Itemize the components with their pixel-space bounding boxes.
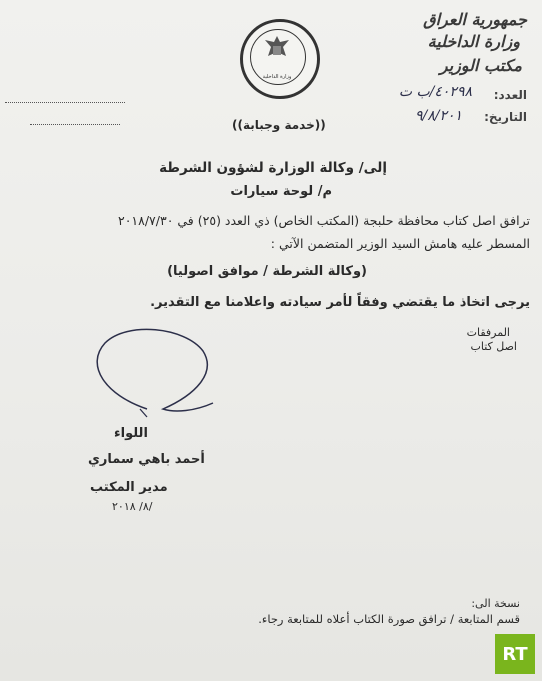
- date-dotline: [30, 124, 120, 125]
- signature-date: /٨/ ٢٠١٨: [112, 500, 153, 513]
- signatory-title: مدير المكتب: [90, 480, 168, 495]
- body-line-2: المسطر عليه هامش السيد الوزير المتضمن الآتي :: [270, 236, 530, 251]
- subject-line: م/ لوحة سيارات: [230, 184, 332, 199]
- signatory-name: أحمد باهي سماري: [88, 452, 205, 467]
- rt-logo-icon: RT: [495, 634, 535, 674]
- seal-caption: وزارة الداخلية: [262, 74, 292, 80]
- header-ministry: وزارة الداخلية: [427, 32, 520, 51]
- eagle-emblem-icon: [262, 34, 292, 64]
- copy-line: قسم المتابعة / ترافق صورة الكتاب أعلاه للمتابعة رجاء.: [258, 612, 520, 626]
- date-value: ٩/٨/٢٠١: [414, 108, 462, 124]
- number-label: العدد:: [493, 88, 527, 102]
- attachments-label: المرفقات: [466, 326, 510, 339]
- header-office: مكتب الوزير: [439, 56, 522, 75]
- number-dotline: [5, 102, 125, 103]
- minister-quote: (وكالة الشرطة / موافق اصوليا): [167, 264, 367, 279]
- date-label: التاريخ:: [484, 110, 527, 124]
- ministry-seal: [240, 19, 320, 99]
- signatory-rank: اللواء: [114, 426, 148, 441]
- body-line-1: ترافق اصل كتاب محافظة حلبجة (المكتب الخاص) ذي العدد (٢٥) في ٢٠١٨/٧/٣٠: [117, 213, 530, 228]
- copy-label: نسخة الى:: [471, 597, 520, 610]
- addressee: إلى/ وكالة الوزارة لشؤون الشرطة: [159, 160, 387, 176]
- number-value: ٤٠٢٩٨/ب ت: [398, 84, 472, 100]
- classification: ((خدمة وجبابة)): [232, 118, 326, 132]
- request-line: يرجى اتخاذ ما يقتضي وفقاً لأمر سيادته واعلامنا مع التقدير.: [150, 295, 530, 310]
- header-republic: جمهورية العراق: [423, 10, 527, 29]
- attachments-item: اصل كتاب: [470, 340, 517, 353]
- signature-scribble: [85, 325, 225, 425]
